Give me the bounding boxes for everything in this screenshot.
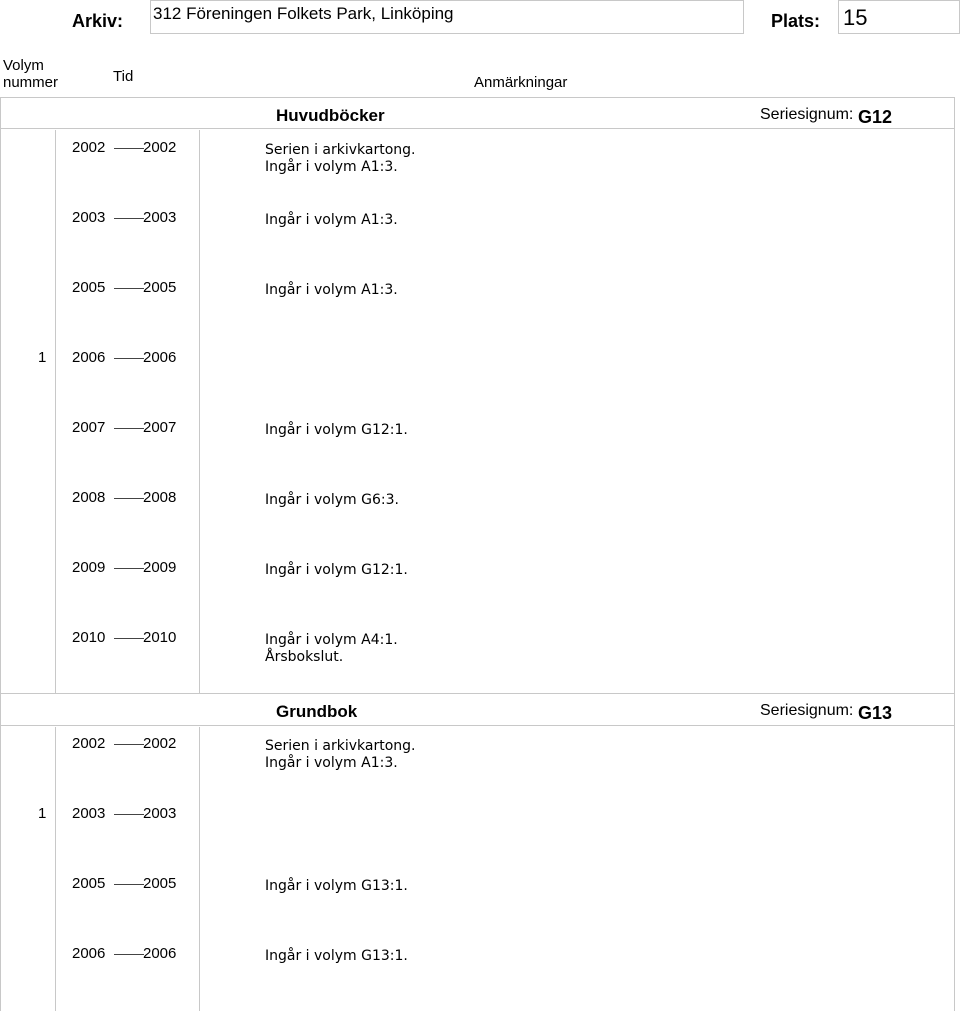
- year-from: 2005: [72, 279, 106, 296]
- remark-line2: Ingår i volym A1:3.: [265, 159, 398, 175]
- series-title: Huvudböcker: [276, 106, 385, 125]
- arkiv-label: Arkiv:: [72, 11, 124, 31]
- remark-line1: Ingår i volym G13:1.: [265, 878, 408, 894]
- plats-field: [838, 0, 960, 34]
- range-dash: [114, 428, 144, 429]
- series-header-bottom-line-2: [0, 725, 955, 726]
- tid-col-line-2: [199, 727, 200, 1011]
- year-from: 2010: [72, 629, 106, 646]
- year-from: 2003: [72, 209, 106, 226]
- year-to: 2006: [143, 945, 177, 962]
- remark-line2: Ingår i volym A1:3.: [265, 755, 398, 771]
- right-border: [954, 97, 955, 1011]
- year-from: 2007: [72, 419, 106, 436]
- remark-line2: Årsbokslut.: [265, 649, 344, 665]
- year-from: 2006: [72, 945, 106, 962]
- plats-value: 15: [843, 5, 868, 30]
- year-from: 2002: [72, 735, 106, 752]
- year-to: 2003: [143, 805, 177, 822]
- year-to: 2007: [143, 419, 177, 436]
- series-header-bottom-line: [0, 128, 955, 129]
- year-from: 2003: [72, 805, 106, 822]
- seriesignum-value: G12: [858, 107, 893, 127]
- range-dash: [114, 884, 144, 885]
- range-dash: [114, 358, 144, 359]
- series-title: Grundbok: [276, 702, 358, 721]
- range-dash: [114, 498, 144, 499]
- year-to: 2002: [143, 139, 177, 156]
- volume-number: 1: [38, 349, 47, 366]
- volume-number: 1: [38, 805, 47, 822]
- remark-line1: Ingår i volym A4:1.: [265, 632, 398, 648]
- year-to: 2003: [143, 209, 177, 226]
- range-dash: [114, 954, 144, 955]
- volym-col-line-2: [55, 727, 56, 1011]
- year-to: 2010: [143, 629, 177, 646]
- year-from: 2009: [72, 559, 106, 576]
- range-dash: [114, 568, 144, 569]
- seriesignum-label: Seriesignum:: [760, 106, 854, 123]
- remark-line1: Ingår i volym G6:3.: [265, 492, 399, 508]
- col-volym-line2: nummer: [3, 74, 59, 91]
- year-to: 2005: [143, 279, 177, 296]
- range-dash: [114, 744, 144, 745]
- year-from: 2005: [72, 875, 106, 892]
- year-from: 2008: [72, 489, 106, 506]
- col-anmarkningar: Anmärkningar: [474, 74, 568, 91]
- series-top-line-2: [0, 693, 955, 694]
- arkiv-field: [150, 0, 744, 34]
- volym-col-line: [55, 130, 56, 693]
- remark-line1: Ingår i volym A1:3.: [265, 212, 398, 228]
- plats-label: Plats:: [771, 11, 821, 31]
- range-dash: [114, 814, 144, 815]
- left-border: [0, 97, 1, 1011]
- year-to: 2009: [143, 559, 177, 576]
- year-to: 2008: [143, 489, 177, 506]
- remark-line1: Ingår i volym G13:1.: [265, 948, 408, 964]
- remark-line1: Ingår i volym G12:1.: [265, 562, 408, 578]
- range-dash: [114, 218, 144, 219]
- year-from: 2006: [72, 349, 106, 366]
- range-dash: [114, 638, 144, 639]
- col-volym-line1: Volym: [3, 57, 44, 74]
- tid-col-line: [199, 130, 200, 693]
- year-to: 2006: [143, 349, 177, 366]
- remark-line1: Serien i arkivkartong.: [265, 142, 416, 158]
- seriesignum-label: Seriesignum:: [760, 702, 854, 719]
- year-to: 2002: [143, 735, 177, 752]
- year-to: 2005: [143, 875, 177, 892]
- remark-line1: Ingår i volym A1:3.: [265, 282, 398, 298]
- arkiv-value: 312 Föreningen Folkets Park, Linköping: [153, 4, 454, 23]
- range-dash: [114, 288, 144, 289]
- seriesignum-value: G13: [858, 703, 893, 723]
- col-tid: Tid: [113, 68, 134, 85]
- year-from: 2002: [72, 139, 106, 156]
- range-dash: [114, 148, 144, 149]
- series-top-line: [0, 97, 955, 98]
- remark-line1: Serien i arkivkartong.: [265, 738, 416, 754]
- remark-line1: Ingår i volym G12:1.: [265, 422, 408, 438]
